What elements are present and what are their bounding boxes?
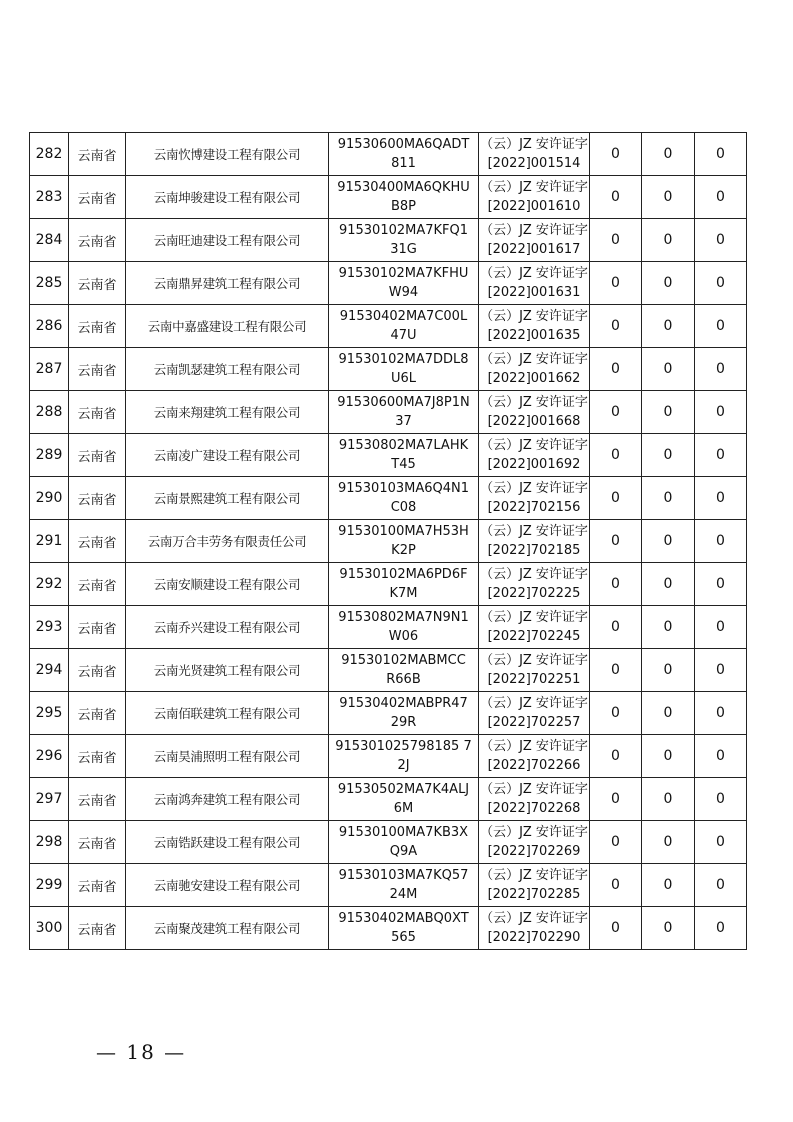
company-name-cell: 云南聚茂建筑工程有限公司 bbox=[126, 907, 329, 950]
company-name-cell: 云南光贤建筑工程有限公司 bbox=[126, 649, 329, 692]
credit-code-cell bbox=[329, 348, 479, 391]
license-number-cell-line-1: （云）JZ 安许证字 bbox=[480, 524, 588, 539]
registry-table bbox=[29, 132, 747, 950]
count-cell-3: 0 bbox=[695, 176, 747, 219]
province-cell: 云南省 bbox=[69, 434, 126, 477]
license-number-cell-line-2: [2022]702156 bbox=[487, 500, 581, 515]
table-row bbox=[30, 864, 747, 907]
count-cell-1: 0 bbox=[590, 778, 642, 821]
province-cell: 云南省 bbox=[69, 606, 126, 649]
table-row bbox=[30, 563, 747, 606]
license-number-cell-line-2: [2022]001610 bbox=[487, 199, 581, 214]
count-cell-1: 0 bbox=[590, 434, 642, 477]
count-cell-3: 0 bbox=[695, 219, 747, 262]
count-cell-1: 0 bbox=[590, 520, 642, 563]
province-cell: 云南省 bbox=[69, 133, 126, 176]
count-cell-1: 0 bbox=[590, 262, 642, 305]
company-name-cell: 云南旺迪建设工程有限公司 bbox=[126, 219, 329, 262]
count-cell-2: 0 bbox=[642, 262, 695, 305]
license-number-cell-line-2: [2022]001631 bbox=[487, 285, 581, 300]
license-number-cell bbox=[479, 434, 590, 477]
count-cell-2: 0 bbox=[642, 692, 695, 735]
count-cell-2: 0 bbox=[642, 133, 695, 176]
license-number-cell bbox=[479, 821, 590, 864]
license-number-cell-line-1: （云）JZ 安许证字 bbox=[480, 395, 588, 410]
table-row bbox=[30, 692, 747, 735]
count-cell-3: 0 bbox=[695, 606, 747, 649]
credit-code-cell bbox=[329, 262, 479, 305]
license-number-cell-line-2: [2022]702225 bbox=[487, 586, 581, 601]
license-number-cell-line-1: （云）JZ 安许证字 bbox=[480, 739, 588, 754]
count-cell-3: 0 bbox=[695, 133, 747, 176]
table-row bbox=[30, 606, 747, 649]
count-cell-2: 0 bbox=[642, 649, 695, 692]
license-number-cell-line-2: [2022]702185 bbox=[487, 543, 581, 558]
province-cell: 云南省 bbox=[69, 176, 126, 219]
license-number-cell bbox=[479, 262, 590, 305]
license-number-cell bbox=[479, 219, 590, 262]
license-number-cell-line-1: （云）JZ 安许证字 bbox=[480, 309, 588, 324]
count-cell-2: 0 bbox=[642, 305, 695, 348]
province-cell: 云南省 bbox=[69, 735, 126, 778]
credit-code-cell bbox=[329, 477, 479, 520]
count-cell-3: 0 bbox=[695, 391, 747, 434]
license-number-cell bbox=[479, 907, 590, 950]
table-row bbox=[30, 391, 747, 434]
count-cell-1: 0 bbox=[590, 735, 642, 778]
province-cell: 云南省 bbox=[69, 305, 126, 348]
province-cell: 云南省 bbox=[69, 692, 126, 735]
company-name-cell: 云南鸿奔建筑工程有限公司 bbox=[126, 778, 329, 821]
credit-code-cell-line-1: 91530103MA7KQ57 bbox=[338, 868, 469, 883]
credit-code-cell-line-2: C08 bbox=[390, 500, 417, 515]
company-name-cell: 云南昊浦照明工程有限公司 bbox=[126, 735, 329, 778]
license-number-cell bbox=[479, 520, 590, 563]
license-number-cell bbox=[479, 735, 590, 778]
company-name-cell: 云南中嘉盛建设工程有限公司 bbox=[126, 305, 329, 348]
count-cell-1: 0 bbox=[590, 907, 642, 950]
province-cell: 云南省 bbox=[69, 219, 126, 262]
license-number-cell-line-1: （云）JZ 安许证字 bbox=[480, 567, 588, 582]
license-number-cell-line-1: （云）JZ 安许证字 bbox=[480, 696, 588, 711]
table-row bbox=[30, 907, 747, 950]
count-cell-2: 0 bbox=[642, 520, 695, 563]
license-number-cell bbox=[479, 864, 590, 907]
credit-code-cell-line-1: 91530102MA7KFQ1 bbox=[338, 223, 469, 238]
license-number-cell-line-1: （云）JZ 安许证字 bbox=[480, 438, 588, 453]
count-cell-3: 0 bbox=[695, 735, 747, 778]
count-cell-2: 0 bbox=[642, 348, 695, 391]
credit-code-cell-line-1: 91530600MA6QADT bbox=[337, 137, 470, 152]
credit-code-cell bbox=[329, 692, 479, 735]
count-cell-3: 0 bbox=[695, 778, 747, 821]
table-row bbox=[30, 434, 747, 477]
license-number-cell bbox=[479, 391, 590, 434]
license-number-cell-line-1: （云）JZ 安许证字 bbox=[480, 266, 588, 281]
license-number-cell-line-2: [2022]702251 bbox=[487, 672, 581, 687]
company-name-cell: 云南安顺建设工程有限公司 bbox=[126, 563, 329, 606]
credit-code-cell bbox=[329, 821, 479, 864]
credit-code-cell-line-2: K7M bbox=[389, 586, 418, 601]
license-number-cell-line-2: [2022]702268 bbox=[487, 801, 581, 816]
count-cell-2: 0 bbox=[642, 821, 695, 864]
credit-code-cell-line-1: 91530502MA7K4ALJ bbox=[337, 782, 470, 797]
row-number: 292 bbox=[30, 563, 69, 606]
company-name-cell: 云南凌广建设工程有限公司 bbox=[126, 434, 329, 477]
credit-code-cell-line-2: 37 bbox=[395, 414, 412, 429]
credit-code-cell bbox=[329, 735, 479, 778]
credit-code-cell-line-2: 31G bbox=[390, 242, 417, 257]
credit-code-cell-line-2: W06 bbox=[388, 629, 419, 644]
table-row bbox=[30, 778, 747, 821]
row-number: 289 bbox=[30, 434, 69, 477]
row-number: 300 bbox=[30, 907, 69, 950]
credit-code-cell-line-2: 811 bbox=[391, 156, 416, 171]
credit-code-cell-line-2: 6M bbox=[393, 801, 414, 816]
count-cell-1: 0 bbox=[590, 606, 642, 649]
count-cell-1: 0 bbox=[590, 176, 642, 219]
license-number-cell bbox=[479, 692, 590, 735]
credit-code-cell bbox=[329, 864, 479, 907]
company-name-cell: 云南鼎昇建筑工程有限公司 bbox=[126, 262, 329, 305]
credit-code-cell-line-1: 91530102MA6PD6F bbox=[339, 567, 468, 582]
credit-code-cell-line-1: 91530102MABMCC bbox=[341, 653, 466, 668]
province-cell: 云南省 bbox=[69, 563, 126, 606]
license-number-cell-line-2: [2022]702245 bbox=[487, 629, 581, 644]
count-cell-2: 0 bbox=[642, 391, 695, 434]
table-row bbox=[30, 133, 747, 176]
credit-code-cell-line-2: Q9A bbox=[389, 844, 418, 859]
row-number: 291 bbox=[30, 520, 69, 563]
table-row bbox=[30, 262, 747, 305]
count-cell-2: 0 bbox=[642, 907, 695, 950]
license-number-cell-line-1: （云）JZ 安许证字 bbox=[480, 137, 588, 152]
license-number-cell-line-2: [2022]001635 bbox=[487, 328, 581, 343]
province-cell: 云南省 bbox=[69, 477, 126, 520]
credit-code-cell-line-1: 91530102MA7DDL8 bbox=[338, 352, 469, 367]
province-cell: 云南省 bbox=[69, 864, 126, 907]
credit-code-cell bbox=[329, 563, 479, 606]
count-cell-2: 0 bbox=[642, 219, 695, 262]
province-cell: 云南省 bbox=[69, 520, 126, 563]
company-name-cell: 云南锆跃建设工程有限公司 bbox=[126, 821, 329, 864]
row-number: 284 bbox=[30, 219, 69, 262]
row-number: 296 bbox=[30, 735, 69, 778]
credit-code-cell-line-2: K2P bbox=[391, 543, 416, 558]
count-cell-1: 0 bbox=[590, 133, 642, 176]
license-number-cell-line-1: （云）JZ 安许证字 bbox=[480, 180, 588, 195]
province-cell: 云南省 bbox=[69, 649, 126, 692]
company-name-cell: 云南乔兴建设工程有限公司 bbox=[126, 606, 329, 649]
license-number-cell-line-2: [2022]001514 bbox=[487, 156, 581, 171]
license-number-cell-line-2: [2022]001668 bbox=[487, 414, 581, 429]
credit-code-cell-line-2: W94 bbox=[388, 285, 419, 300]
company-name-cell: 云南佰联建筑工程有限公司 bbox=[126, 692, 329, 735]
table-row bbox=[30, 305, 747, 348]
row-number: 283 bbox=[30, 176, 69, 219]
credit-code-cell-line-2: R66B bbox=[386, 672, 421, 687]
credit-code-cell-line-2: 24M bbox=[389, 887, 418, 902]
table-row bbox=[30, 477, 747, 520]
count-cell-2: 0 bbox=[642, 477, 695, 520]
row-number: 286 bbox=[30, 305, 69, 348]
company-name-cell: 云南驰安建设工程有限公司 bbox=[126, 864, 329, 907]
row-number: 297 bbox=[30, 778, 69, 821]
company-name-cell: 云南来翔建筑工程有限公司 bbox=[126, 391, 329, 434]
license-number-cell-line-2: [2022]702269 bbox=[487, 844, 581, 859]
row-number: 295 bbox=[30, 692, 69, 735]
count-cell-1: 0 bbox=[590, 219, 642, 262]
license-number-cell-line-2: [2022]702285 bbox=[487, 887, 581, 902]
count-cell-1: 0 bbox=[590, 563, 642, 606]
credit-code-cell-line-2: 565 bbox=[391, 930, 416, 945]
table-row bbox=[30, 735, 747, 778]
registry-table-body bbox=[30, 133, 747, 950]
company-name-cell: 云南万合丰劳务有限责任公司 bbox=[126, 520, 329, 563]
credit-code-cell bbox=[329, 434, 479, 477]
credit-code-cell bbox=[329, 606, 479, 649]
count-cell-2: 0 bbox=[642, 864, 695, 907]
province-cell: 云南省 bbox=[69, 821, 126, 864]
row-number: 293 bbox=[30, 606, 69, 649]
table-row bbox=[30, 520, 747, 563]
credit-code-cell bbox=[329, 520, 479, 563]
count-cell-2: 0 bbox=[642, 563, 695, 606]
company-name-cell: 云南景熙建筑工程有限公司 bbox=[126, 477, 329, 520]
row-number: 298 bbox=[30, 821, 69, 864]
company-name-cell: 云南忺博建设工程有限公司 bbox=[126, 133, 329, 176]
count-cell-2: 0 bbox=[642, 606, 695, 649]
province-cell: 云南省 bbox=[69, 348, 126, 391]
count-cell-1: 0 bbox=[590, 391, 642, 434]
credit-code-cell bbox=[329, 133, 479, 176]
credit-code-cell-line-2: 2J bbox=[397, 758, 410, 773]
credit-code-cell-line-1: 91530402MABPR47 bbox=[339, 696, 468, 711]
license-number-cell bbox=[479, 606, 590, 649]
license-number-cell-line-1: （云）JZ 安许证字 bbox=[480, 352, 588, 367]
count-cell-3: 0 bbox=[695, 692, 747, 735]
row-number: 287 bbox=[30, 348, 69, 391]
row-number: 294 bbox=[30, 649, 69, 692]
row-number: 282 bbox=[30, 133, 69, 176]
license-number-cell bbox=[479, 477, 590, 520]
credit-code-cell-line-1: 91530402MABQ0XT bbox=[338, 911, 469, 926]
license-number-cell-line-1: （云）JZ 安许证字 bbox=[480, 868, 588, 883]
credit-code-cell bbox=[329, 907, 479, 950]
license-number-cell-line-1: （云）JZ 安许证字 bbox=[480, 610, 588, 625]
credit-code-cell-line-2: T45 bbox=[391, 457, 416, 472]
license-number-cell-line-2: [2022]001692 bbox=[487, 457, 581, 472]
license-number-cell-line-1: （云）JZ 安许证字 bbox=[480, 911, 588, 926]
credit-code-cell-line-1: 91530400MA6QKHU bbox=[337, 180, 470, 195]
count-cell-1: 0 bbox=[590, 864, 642, 907]
count-cell-3: 0 bbox=[695, 563, 747, 606]
license-number-cell bbox=[479, 649, 590, 692]
company-name-cell: 云南凯瑟建筑工程有限公司 bbox=[126, 348, 329, 391]
credit-code-cell-line-1: 91530402MA7C00L bbox=[339, 309, 468, 324]
count-cell-3: 0 bbox=[695, 520, 747, 563]
license-number-cell-line-1: （云）JZ 安许证字 bbox=[480, 223, 588, 238]
license-number-cell bbox=[479, 305, 590, 348]
credit-code-cell-line-1: 91530100MA7H53H bbox=[338, 524, 469, 539]
table-row bbox=[30, 176, 747, 219]
credit-code-cell bbox=[329, 176, 479, 219]
credit-code-cell-line-2: 29R bbox=[390, 715, 417, 730]
count-cell-2: 0 bbox=[642, 176, 695, 219]
count-cell-1: 0 bbox=[590, 477, 642, 520]
count-cell-2: 0 bbox=[642, 735, 695, 778]
credit-code-cell bbox=[329, 778, 479, 821]
credit-code-cell bbox=[329, 391, 479, 434]
count-cell-2: 0 bbox=[642, 778, 695, 821]
table-row bbox=[30, 219, 747, 262]
count-cell-3: 0 bbox=[695, 262, 747, 305]
table-row bbox=[30, 348, 747, 391]
count-cell-3: 0 bbox=[695, 434, 747, 477]
count-cell-3: 0 bbox=[695, 907, 747, 950]
license-number-cell bbox=[479, 563, 590, 606]
license-number-cell-line-2: [2022]702257 bbox=[487, 715, 581, 730]
count-cell-1: 0 bbox=[590, 305, 642, 348]
count-cell-1: 0 bbox=[590, 821, 642, 864]
row-number: 288 bbox=[30, 391, 69, 434]
count-cell-3: 0 bbox=[695, 348, 747, 391]
credit-code-cell-line-2: U6L bbox=[390, 371, 417, 386]
count-cell-2: 0 bbox=[642, 434, 695, 477]
row-number: 285 bbox=[30, 262, 69, 305]
license-number-cell-line-1: （云）JZ 安许证字 bbox=[480, 653, 588, 668]
credit-code-cell bbox=[329, 305, 479, 348]
count-cell-3: 0 bbox=[695, 649, 747, 692]
count-cell-1: 0 bbox=[590, 692, 642, 735]
license-number-cell-line-1: （云）JZ 安许证字 bbox=[480, 782, 588, 797]
credit-code-cell-line-1: 91530802MA7N9N1 bbox=[338, 610, 469, 625]
company-name-cell: 云南坤骏建设工程有限公司 bbox=[126, 176, 329, 219]
license-number-cell-line-2: [2022]702266 bbox=[487, 758, 581, 773]
license-number-cell-line-1: （云）JZ 安许证字 bbox=[480, 825, 588, 840]
credit-code-cell bbox=[329, 649, 479, 692]
row-number: 290 bbox=[30, 477, 69, 520]
credit-code-cell-line-2: B8P bbox=[390, 199, 417, 214]
credit-code-cell-line-1: 91530100MA7KB3X bbox=[338, 825, 469, 840]
license-number-cell-line-1: （云）JZ 安许证字 bbox=[480, 481, 588, 496]
credit-code-cell bbox=[329, 219, 479, 262]
license-number-cell bbox=[479, 133, 590, 176]
credit-code-cell-line-1: 91530802MA7LAHK bbox=[338, 438, 469, 453]
license-number-cell bbox=[479, 348, 590, 391]
province-cell: 云南省 bbox=[69, 778, 126, 821]
count-cell-3: 0 bbox=[695, 305, 747, 348]
license-number-cell-line-2: [2022]001617 bbox=[487, 242, 581, 257]
credit-code-cell-line-1: 915301025798185 7 bbox=[335, 739, 472, 754]
page-number: — 18 — bbox=[96, 1040, 187, 1064]
credit-code-cell-line-1: 91530102MA7KFHU bbox=[338, 266, 469, 281]
count-cell-3: 0 bbox=[695, 864, 747, 907]
license-number-cell-line-2: [2022]702290 bbox=[487, 930, 581, 945]
table-row bbox=[30, 649, 747, 692]
credit-code-cell-line-1: 91530103MA6Q4N1 bbox=[337, 481, 470, 496]
province-cell: 云南省 bbox=[69, 907, 126, 950]
table-row bbox=[30, 821, 747, 864]
license-number-cell-line-2: [2022]001662 bbox=[487, 371, 581, 386]
count-cell-3: 0 bbox=[695, 821, 747, 864]
license-number-cell bbox=[479, 176, 590, 219]
province-cell: 云南省 bbox=[69, 391, 126, 434]
count-cell-1: 0 bbox=[590, 348, 642, 391]
credit-code-cell-line-1: 91530600MA7J8P1N bbox=[337, 395, 470, 410]
license-number-cell bbox=[479, 778, 590, 821]
count-cell-1: 0 bbox=[590, 649, 642, 692]
count-cell-3: 0 bbox=[695, 477, 747, 520]
row-number: 299 bbox=[30, 864, 69, 907]
province-cell: 云南省 bbox=[69, 262, 126, 305]
credit-code-cell-line-2: 47U bbox=[390, 328, 417, 343]
